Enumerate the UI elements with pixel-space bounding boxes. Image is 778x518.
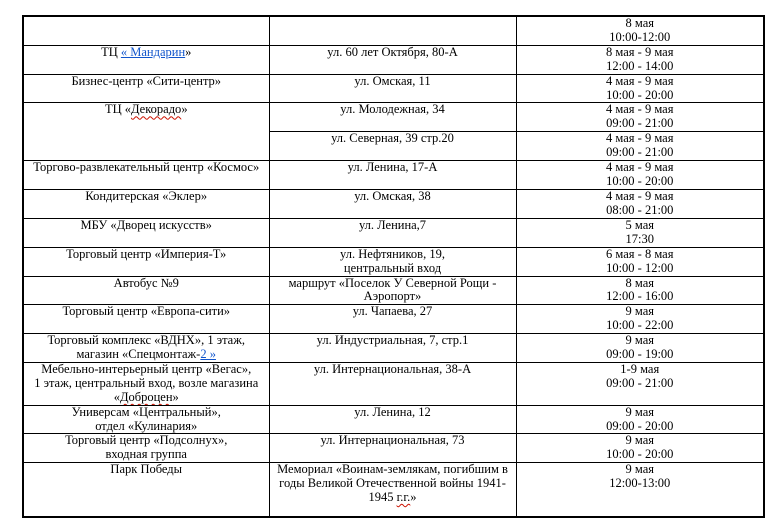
cell-schedule [516, 276, 764, 305]
cell-address [269, 189, 516, 218]
cell-line [273, 434, 513, 448]
text-segment: ул. Ленина, 17-А [347, 160, 438, 175]
text-segment: МБУ «Дворец искусств» [80, 218, 212, 232]
text-segment: центральный вход [343, 260, 442, 275]
misspelled-text: Доброцен [119, 389, 173, 404]
cell-line [273, 334, 513, 348]
misspelled-text: Декорадо [130, 102, 182, 117]
cell-name [23, 405, 269, 434]
text-segment: 10:00 - 20:00 [606, 87, 674, 102]
text-segment: Мемориал «Воинам-землякам, погибшим в [277, 462, 508, 477]
cell-schedule [516, 218, 764, 247]
text-segment: Торговый центр «Подсолнух», [65, 433, 228, 448]
cell-line [520, 277, 761, 291]
text-segment: » [185, 45, 192, 59]
cell-address [269, 45, 516, 74]
cell-line [273, 477, 513, 491]
cell-line [27, 420, 266, 434]
table-row [23, 103, 764, 132]
cell-schedule [516, 305, 764, 334]
cell-name [23, 189, 269, 218]
cell-schedule [516, 132, 764, 161]
text-segment: ТЦ « [104, 102, 131, 117]
text-segment: 9 мая [625, 405, 654, 419]
text-segment: ул. Ленина, 12 [354, 405, 431, 419]
text-segment: 1-9 мая [620, 362, 660, 376]
text-segment: 08:00 - 21:00 [606, 202, 674, 217]
cell-schedule [516, 405, 764, 434]
text-segment: отдел «Кулинария» [95, 418, 198, 433]
cell-line [27, 305, 266, 319]
cell-address [269, 218, 516, 247]
cell-address [269, 334, 516, 363]
text-segment: ул. Чапаева, 27 [352, 304, 433, 319]
cell-address [269, 362, 516, 405]
text-segment: 12:00-13:00 [609, 476, 671, 491]
cell-line [520, 117, 761, 131]
cell-schedule [516, 103, 764, 132]
cell-schedule [516, 16, 764, 45]
text-segment: Торговый центр «Империя-Т» [66, 247, 227, 261]
cell-line [273, 132, 513, 146]
cell-line [520, 463, 761, 477]
cell-name [23, 434, 269, 463]
cell-line [273, 75, 513, 89]
cell-name [23, 463, 269, 517]
text-segment: » [172, 389, 179, 404]
table-row [23, 45, 764, 74]
text-segment: » [410, 490, 417, 505]
cell-name [23, 161, 269, 190]
text-segment: 9 мая [625, 333, 654, 348]
text-segment: ул. Интернациональная, 73 [320, 433, 465, 448]
text-segment: 10:00 - 22:00 [606, 318, 674, 333]
text-segment: ул. Ленина,7 [358, 218, 427, 232]
hyperlink-text[interactable]: 2 » [200, 347, 216, 362]
table-row [23, 305, 764, 334]
text-segment: 8 мая [625, 16, 654, 30]
text-segment: Торговый комплекс «ВДНХ», 1 этаж, [47, 333, 245, 348]
cell-line [27, 434, 266, 448]
cell-line [273, 161, 513, 175]
text-segment: 09:00 - 21:00 [606, 375, 674, 390]
cell-line [520, 477, 761, 491]
hyperlink-text[interactable]: « Мандарин [120, 45, 186, 59]
text-segment: 12:00 - 16:00 [606, 289, 674, 304]
cell-line [520, 46, 761, 60]
text-segment: ул. Северная, 39 стр.20 [331, 131, 454, 146]
text-segment: 1 этаж, центральный вход, возле магазина [34, 375, 259, 390]
cell-line [27, 277, 266, 291]
cell-address [269, 405, 516, 434]
cell-line [520, 204, 761, 218]
cell-line [520, 31, 761, 45]
cell-address [269, 305, 516, 334]
cell-line [27, 377, 266, 391]
cell-schedule [516, 161, 764, 190]
table-row [23, 276, 764, 305]
cell-line [27, 363, 266, 377]
cell-line [520, 420, 761, 434]
cell-line [520, 75, 761, 89]
cell-line [273, 305, 513, 319]
cell-line [27, 190, 266, 204]
cell-schedule [516, 45, 764, 74]
cell-line [520, 434, 761, 448]
cell-line [273, 219, 513, 233]
schedule-table [22, 15, 765, 518]
cell-line [520, 219, 761, 233]
cell-schedule [516, 463, 764, 517]
text-segment: 09:00 - 20:00 [606, 418, 674, 433]
cell-line [273, 103, 513, 117]
text-segment: 09:00 - 21:00 [606, 116, 674, 131]
cell-line [27, 103, 266, 117]
text-segment: 4 мая - 9 мая [606, 74, 674, 88]
cell-line [520, 146, 761, 160]
cell-line [273, 190, 513, 204]
cell-line [273, 491, 513, 505]
table-row [23, 334, 764, 363]
cell-address [269, 434, 516, 463]
misspelled-text: г.г. [396, 490, 411, 505]
cell-line [520, 89, 761, 103]
text-segment: 6 мая - 8 мая [606, 247, 674, 261]
cell-address [269, 161, 516, 190]
table-row [23, 405, 764, 434]
cell-line [520, 363, 761, 377]
cell-line [520, 60, 761, 74]
text-segment: ул. Молодежная, 34 [340, 102, 445, 117]
cell-line [27, 248, 266, 262]
cell-line [27, 348, 266, 362]
cell-schedule [516, 247, 764, 276]
text-segment: 9 мая [625, 462, 654, 477]
cell-line [520, 262, 761, 276]
text-segment: Кондитерская «Эклер» [85, 189, 208, 203]
text-segment: маршрут «Поселок У Северной Рощи - [288, 276, 497, 290]
cell-name [23, 45, 269, 74]
table-row [23, 74, 764, 103]
cell-line [520, 319, 761, 333]
cell-line [520, 406, 761, 420]
text-segment: ул. Индустриальная, 7, стр.1 [316, 333, 469, 348]
text-segment: 4 мая - 9 мая [606, 189, 674, 203]
text-segment: ТЦ [101, 45, 121, 59]
text-segment: 1945 [368, 490, 397, 505]
text-segment: 4 мая - 9 мая [606, 131, 674, 146]
cell-name [23, 218, 269, 247]
text-segment: ул. Интернациональная, 38-А [313, 362, 472, 376]
text-segment: Аэропорт» [363, 289, 422, 304]
cell-line [520, 161, 761, 175]
cell-line [520, 233, 761, 247]
text-segment: магазин «Спецмонтаж- [76, 347, 201, 362]
cell-line [27, 463, 266, 477]
cell-address [269, 463, 516, 517]
text-segment: Торгово-развлекательный центр «Космос» [33, 160, 260, 175]
cell-line [27, 391, 266, 405]
table-row [23, 463, 764, 517]
cell-name [23, 16, 269, 45]
cell-line [27, 161, 266, 175]
cell-line [273, 277, 513, 291]
cell-line [273, 290, 513, 304]
text-segment: » [181, 102, 188, 117]
table-body [23, 16, 764, 517]
cell-line [273, 46, 513, 60]
text-segment: 10:00 - 12:00 [606, 260, 674, 275]
table-row [23, 161, 764, 190]
table-row [23, 218, 764, 247]
table-row [23, 434, 764, 463]
text-segment: ул. Омская, 11 [354, 74, 431, 88]
text-segment: 9 мая [625, 304, 654, 319]
text-segment: ул. Омская, 38 [354, 189, 431, 203]
text-segment: 4 мая - 9 мая [606, 160, 674, 175]
cell-line [520, 290, 761, 304]
table-row [23, 362, 764, 405]
text-segment: 17:30 [625, 231, 654, 246]
cell-line [27, 334, 266, 348]
cell-line [520, 175, 761, 189]
cell-line [27, 448, 266, 462]
cell-line [520, 190, 761, 204]
cell-line [520, 348, 761, 362]
cell-name [23, 276, 269, 305]
text-segment: Торговый центр «Европа-сити» [62, 304, 231, 319]
text-segment: Парк Победы [110, 462, 183, 477]
cell-name [23, 362, 269, 405]
text-segment: Автобус №9 [113, 276, 179, 290]
text-segment: ул. 60 лет Октября, 80-А [327, 45, 458, 59]
text-segment: 09:00 - 21:00 [606, 145, 674, 160]
text-segment: 8 мая - 9 мая [606, 45, 674, 59]
cell-line [273, 363, 513, 377]
cell-line [27, 75, 266, 89]
cell-line [520, 377, 761, 391]
cell-line [273, 248, 513, 262]
cell-schedule [516, 74, 764, 103]
cell-schedule [516, 434, 764, 463]
cell-line [273, 406, 513, 420]
cell-address [269, 74, 516, 103]
text-segment: входная группа [105, 447, 187, 462]
text-segment: 10:00 - 20:00 [606, 173, 674, 188]
text-segment: ул. Нефтяников, 19, [340, 247, 445, 261]
cell-address [269, 247, 516, 276]
text-segment: 9 мая [625, 433, 654, 448]
cell-line [520, 132, 761, 146]
cell-line [273, 262, 513, 276]
cell-line [520, 334, 761, 348]
cell-line [520, 103, 761, 117]
cell-line [520, 17, 761, 31]
text-segment: 5 мая [625, 218, 654, 232]
text-segment: 8 мая [625, 276, 654, 290]
cell-line [27, 219, 266, 233]
cell-address [269, 16, 516, 45]
table-row [23, 189, 764, 218]
text-segment: 10:00 - 20:00 [606, 447, 674, 462]
cell-address [269, 276, 516, 305]
cell-schedule [516, 362, 764, 405]
cell-name [23, 334, 269, 363]
cell-schedule [516, 334, 764, 363]
cell-name [23, 74, 269, 103]
cell-name [23, 247, 269, 276]
cell-line [273, 463, 513, 477]
cell-line [520, 248, 761, 262]
cell-line [27, 406, 266, 420]
cell-address [269, 132, 516, 161]
cell-line [27, 46, 266, 60]
text-segment: « [113, 389, 120, 404]
table-row [23, 16, 764, 45]
text-segment: 10:00-12:00 [609, 29, 671, 44]
text-segment: 09:00 - 19:00 [606, 347, 674, 362]
text-segment: 4 мая - 9 мая [606, 102, 674, 117]
text-segment: 12:00 - 14:00 [606, 58, 674, 73]
text-segment: Мебельно-интерьерный центр «Вегас», [41, 362, 252, 376]
table-row [23, 247, 764, 276]
cell-line [520, 305, 761, 319]
text-segment: Бизнес-центр «Сити-центр» [71, 74, 222, 88]
cell-name [23, 103, 269, 161]
cell-address [269, 103, 516, 132]
cell-name [23, 305, 269, 334]
text-segment: годы Великой Отечественной войны 1941- [279, 476, 506, 491]
cell-schedule [516, 189, 764, 218]
cell-line [520, 448, 761, 462]
text-segment: Универсам «Центральный», [71, 405, 221, 419]
